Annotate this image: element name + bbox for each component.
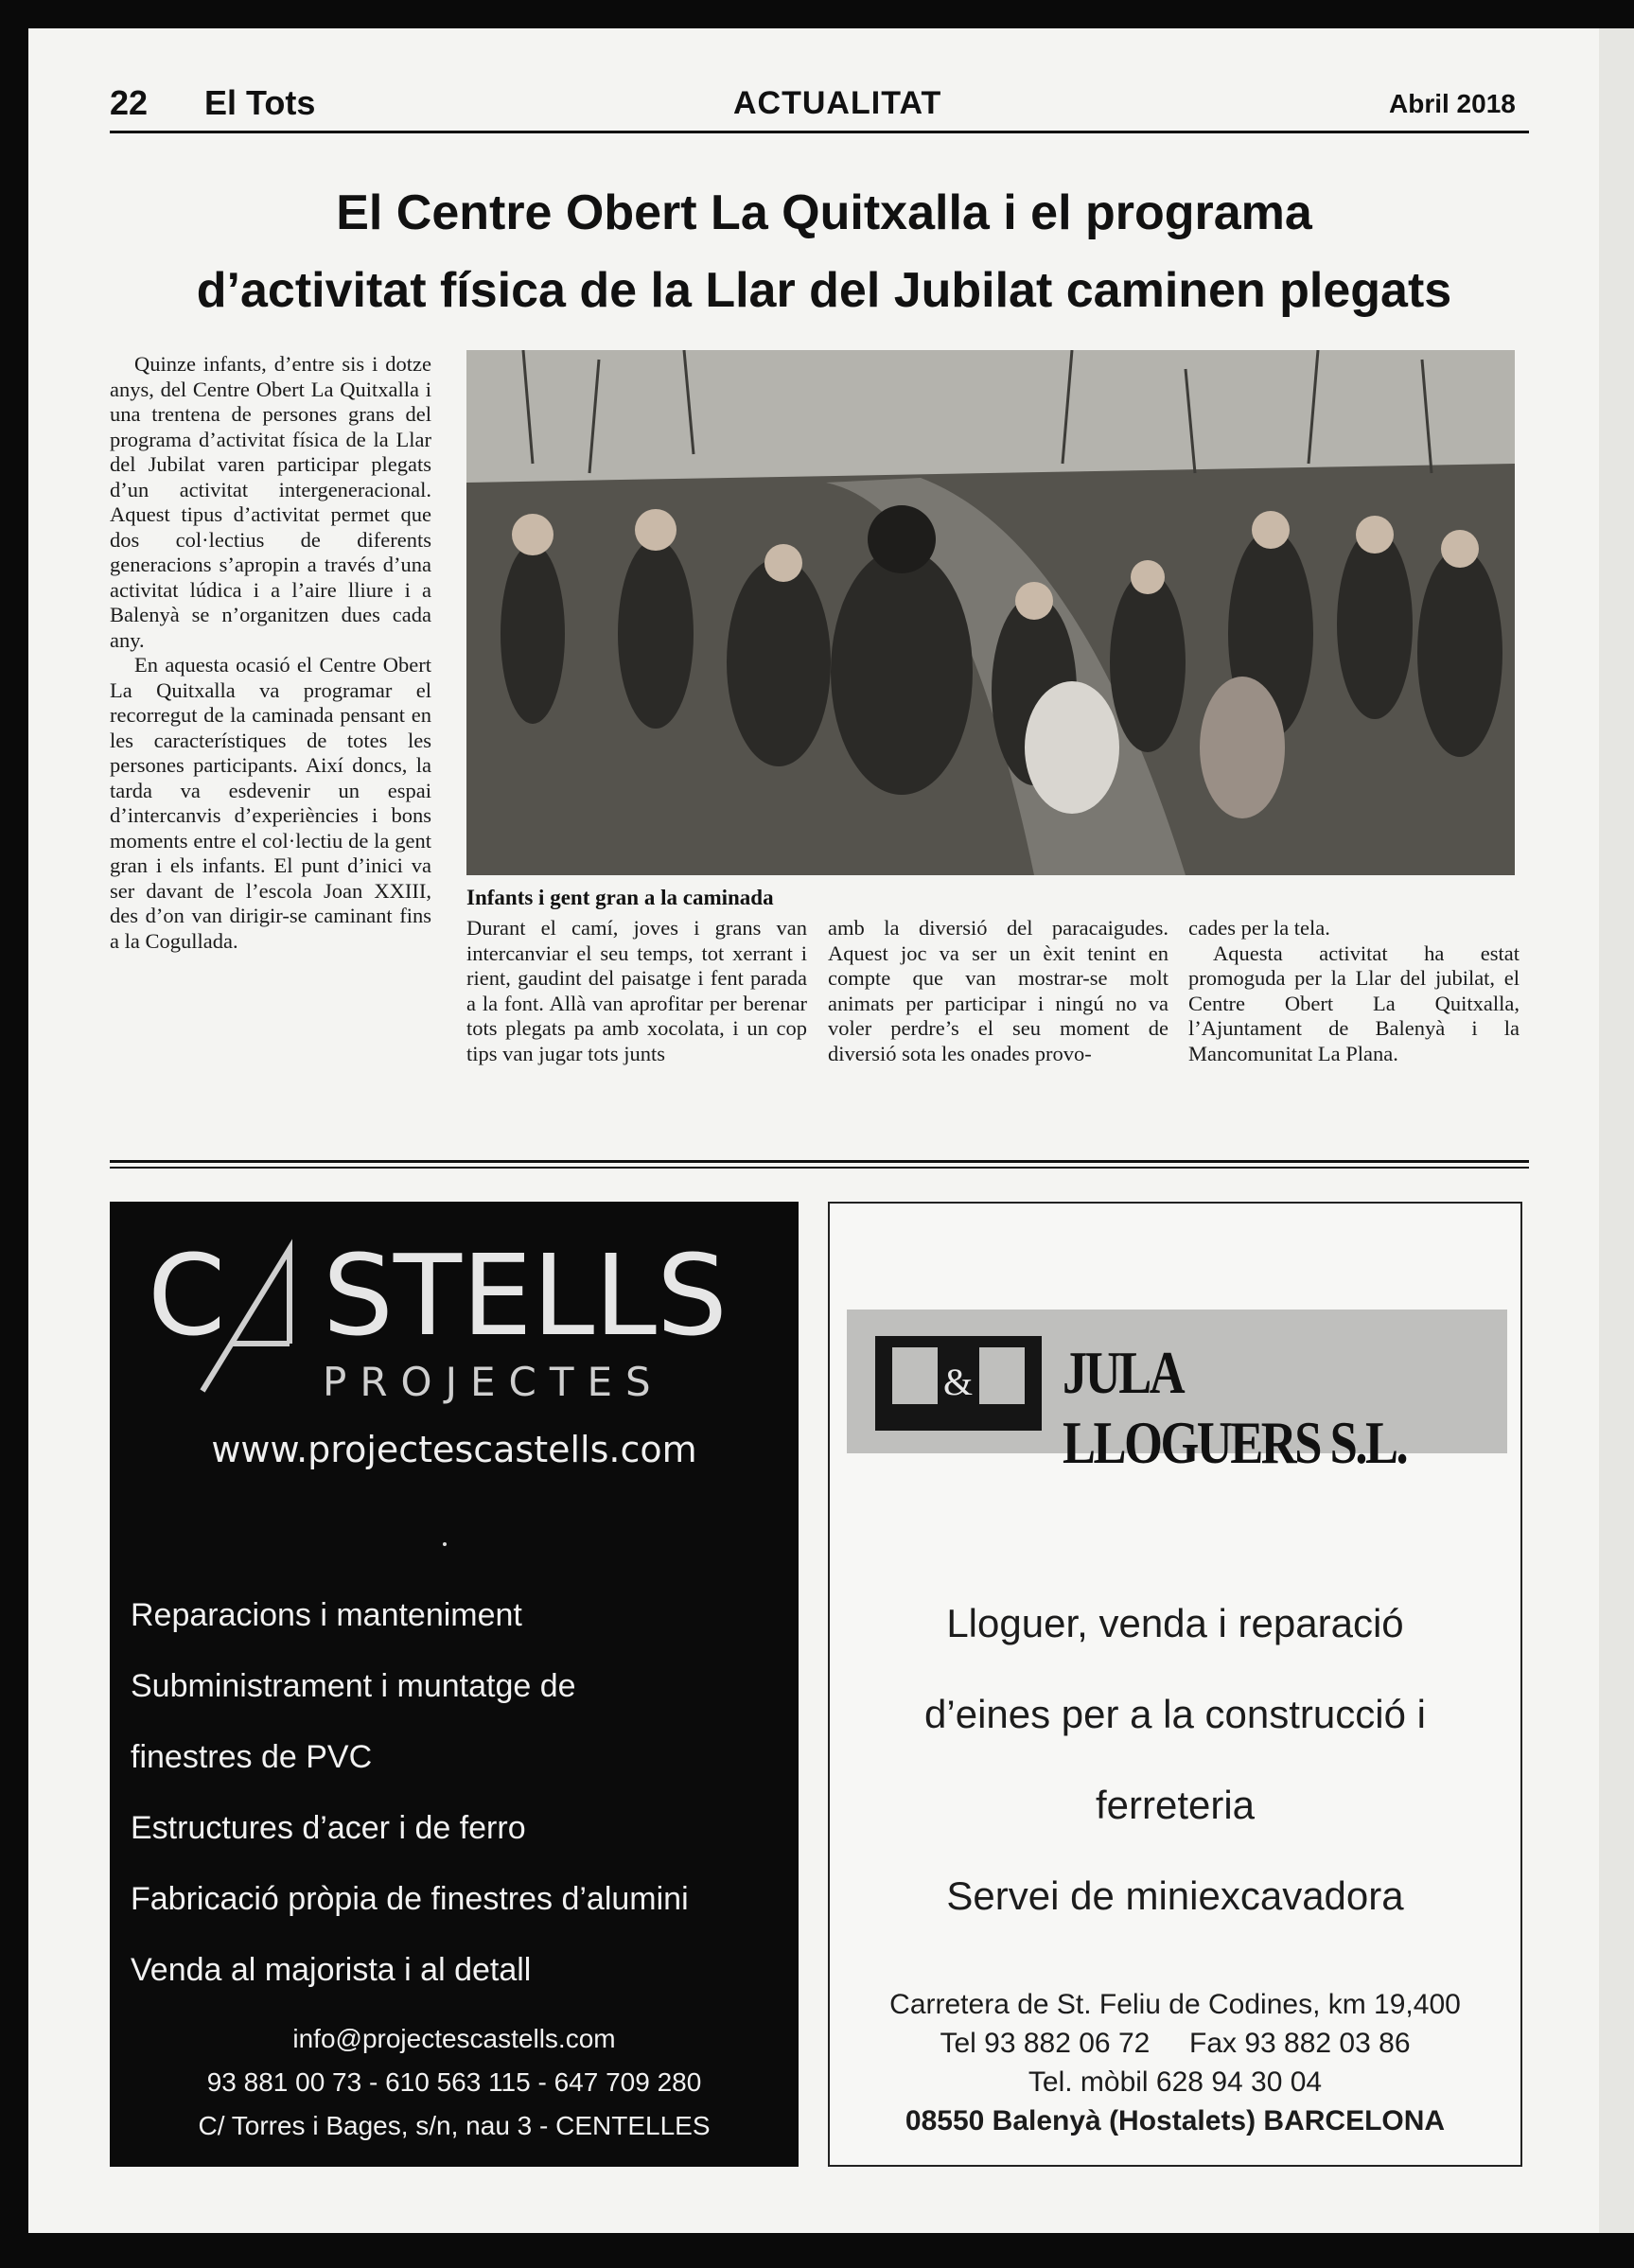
- ad-castells-projectes: [110, 1202, 799, 2167]
- jula-banner: [847, 1310, 1507, 1476]
- article-column-1: [110, 352, 431, 1099]
- service-item: Subministrament i muntatge de: [131, 1668, 576, 1704]
- website-link[interactable]: www.projectescastells.com: [211, 1429, 697, 1470]
- jula-contact: [830, 1985, 1520, 2140]
- castells-contact: [110, 2017, 799, 2148]
- castells-logo: [148, 1230, 753, 1410]
- logo-ampersand: &: [943, 1361, 974, 1403]
- facing-page-edge: [1599, 28, 1634, 2233]
- jula-logo: [875, 1336, 1042, 1431]
- article-headline: [110, 174, 1538, 329]
- section-divider: [110, 1167, 1529, 1169]
- service-item: d’eines per a la construcció i: [924, 1692, 1426, 1736]
- section-divider: [110, 1160, 1529, 1163]
- article-photo: [466, 350, 1515, 875]
- photo-caption: Infants i gent gran a la caminada: [466, 886, 774, 909]
- page-number: 22: [110, 83, 149, 122]
- address: Carretera de St. Feliu de Codines, km 19,400: [889, 1989, 1461, 2020]
- ad-jula-lloguers: [828, 1202, 1522, 2167]
- issue-date: Abril 2018: [1389, 89, 1516, 118]
- service-item: Lloguer, venda i reparació: [946, 1601, 1404, 1645]
- service-item: ferreteria: [1095, 1783, 1256, 1827]
- logo-subtitle: PROJECTES: [323, 1359, 664, 1405]
- service-item: finestres de PVC: [131, 1739, 373, 1775]
- headline-line-2: d’activitat física de la Llar del Jubilat caminen plegats: [196, 263, 1452, 318]
- service-item: Reparacions i manteniment: [131, 1597, 522, 1633]
- email-link[interactable]: info@projectescastells.com: [292, 2024, 616, 2053]
- address: C/ Torres i Bages, s/n, nau 3 - CENTELLES: [198, 2111, 711, 2140]
- article-column-3: [828, 916, 1168, 1066]
- article-paragraph: Quinze infants, d’entre sis i dotze anys, del Centre Obert La Quitxalla i una trentena de persones grans del programa d’activitat física de la Llar del Jubilat varen participar plegats d’un activitat intergeneracional. Aquest tipus d’activitat permet que dos col·lectius de diferents generacions s’apropin a través d’una activitat lúdica i a l’aire lliure i a Balenyà se n’organitzen dues cada any.: [110, 352, 431, 652]
- service-item: Estructures d’acer i de ferro: [131, 1810, 526, 1846]
- magazine-page: [28, 28, 1599, 2233]
- section-name: ACTUALITAT: [733, 85, 942, 121]
- tel-fax: Tel 93 882 06 72 Fax 93 882 03 86: [940, 2028, 1411, 2059]
- company-name: JULA LLOGUERS S.L.: [1063, 1339, 1407, 1476]
- publication-name: El Tots: [204, 83, 316, 122]
- mobile-phone: Tel. mòbil 628 94 30 04: [1028, 2066, 1323, 2098]
- decorative-dot: [443, 1542, 447, 1546]
- article-column-4: [1188, 916, 1520, 1066]
- header-rule: [110, 131, 1529, 133]
- article-paragraph: En aquesta ocasió el Centre Obert La Quitxalla va programar el recorregut de la caminada pensant en les característiques de totes les persones participants. Així doncs, la tarda va esdevenir un espai d’intercanvis d’experiències i bons moments entre el col·lectiu de la gent gran i els infants. El punt d’inici va ser davant de l’escola Joan XXIII, des d’on van dirigir-se caminant fins a la Cogullada.: [110, 653, 431, 953]
- logo-word: STELLS: [323, 1230, 728, 1361]
- phone-numbers: 93 881 00 73 - 610 563 115 - 647 709 280: [206, 2067, 702, 2097]
- article-paragraph: amb la diversió del paracaigudes. Aquest joc va ser un èxit tenint en compte que van mostrar-se molt animats per participar i ningú no va voler perdre’s el seu moment de diversió sota les onades provo-: [828, 916, 1168, 1065]
- service-item: Venda al majorista i al detall: [131, 1952, 532, 1988]
- article-column-2: [466, 916, 807, 1066]
- article-paragraph: Durant el camí, joves i grans van intercanviar el seu temps, tot xerrant i rient, gaudint del paisatge i fent parada a la font. Allà van aprofitar per berenar tots plegats pa amb xocolata, i un cop tips van jugar tots junts: [466, 916, 807, 1065]
- service-item: Servei de miniexcavadora: [946, 1873, 1404, 1918]
- city: 08550 Balenyà (Hostalets) BARCELONA: [905, 2105, 1446, 2136]
- article-paragraph: Aquesta activitat ha estat promoguda per la Llar del jubilat, el Centre Obert La Quitxalla, l’Ajuntament de Balenyà i la Mancomunitat La Plana.: [1188, 941, 1520, 1065]
- jula-services: [830, 1578, 1520, 1942]
- service-item: Fabricació pròpia de finestres d’alumini: [131, 1881, 689, 1917]
- logo-letter: C: [148, 1230, 226, 1361]
- article-paragraph: cades per la tela.: [1188, 916, 1330, 940]
- service-list: [131, 1580, 793, 2006]
- headline-line-1: El Centre Obert La Quitxalla i el programa: [336, 185, 1312, 240]
